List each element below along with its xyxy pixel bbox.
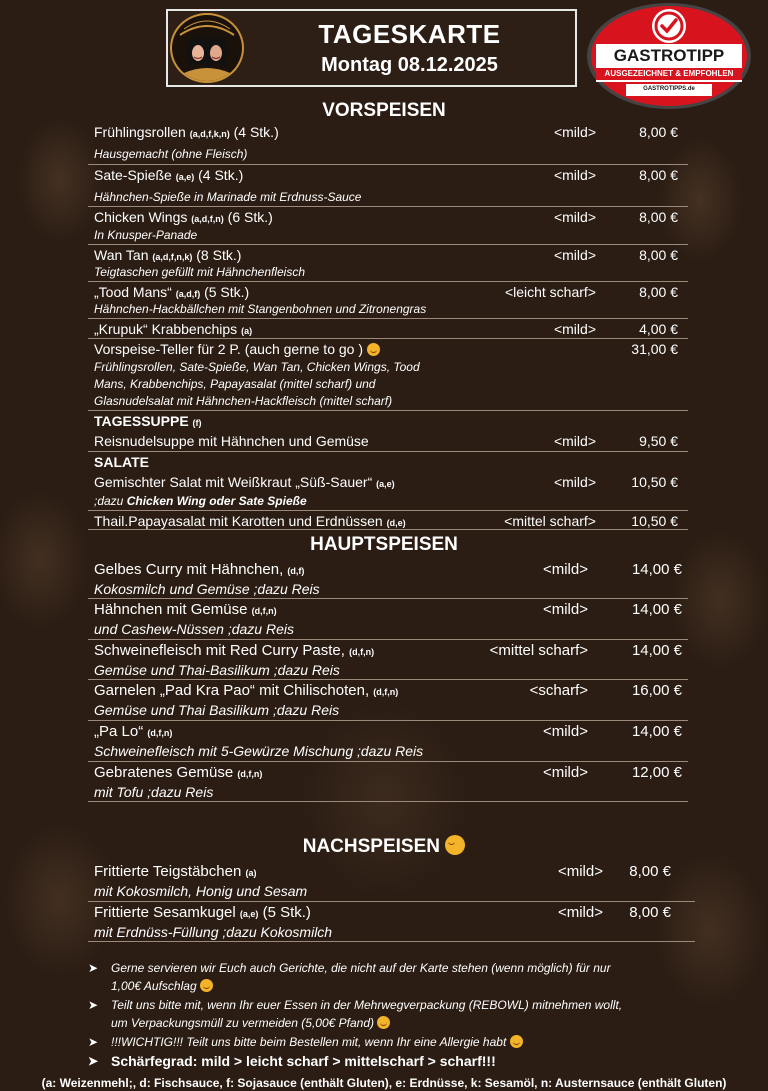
menu-item: Frittierte Sesamkugel (a,e) (5 Stk.) mit Erdnüss-Füllung ;dazu Kokosmilch <mild> 8,00 € <box>88 902 695 942</box>
menu-item: Gebratenes Gemüse (d,f,n) mit Tofu ;dazu Reis <mild> 12,00 € <box>88 762 688 802</box>
smile-emoji-icon <box>377 1016 390 1029</box>
item-description: Schweinefleisch mit 5-Gewürze Mischung ;dazu Reis <box>94 743 424 759</box>
item-price: 14,00 € <box>631 601 682 618</box>
allergen-codes: (d,f) <box>287 566 305 576</box>
allergen-codes: (d,f,n) <box>349 647 375 657</box>
section-nachspeisen: NACHSPEISEN <box>0 835 768 858</box>
allergen-codes: (a) <box>245 868 257 878</box>
section-salate: SALATE <box>94 454 149 470</box>
spice-level: <mittel scharf> <box>504 513 596 529</box>
menu-item: „Tood Mans“ (a,d,f) (5 Stk.) Hähnchen-Hackbällchen mit Stangenbohnen und Zitronengras <leicht scharf> 8,00 € <box>88 282 688 319</box>
item-description: Hausgemacht (ohne Fleisch) <box>94 147 248 161</box>
smile-emoji-icon <box>367 343 380 356</box>
allergen-codes: (a,e) <box>175 172 195 182</box>
item-description: Frühlingsrollen, Sate-Spieße, Wan Tan, Chicken Wings, Tood <box>94 360 420 374</box>
spice-level: <mild> <box>553 209 596 225</box>
item-description: Hähnchen-Spieße in Marinade mit Erdnuss-Sauce <box>94 190 362 204</box>
item-name: Reisnudelsuppe mit Hähnchen und Gemüse <box>94 433 369 449</box>
menu-item: „Pa Lo“ (d,f,n) Schweinefleisch mit 5-Gewürze Mischung ;dazu Reis <mild> 14,00 € <box>88 721 688 762</box>
allergen-codes: (d,f,n) <box>237 769 263 779</box>
item-price: 14,00 € <box>631 642 682 659</box>
allergen-codes: (a,d,f,n,k) <box>152 252 193 262</box>
item-price: 8,00 € <box>639 209 678 225</box>
item-description: mit Tofu ;dazu Reis <box>94 784 214 800</box>
spice-level: <mild> <box>557 863 603 880</box>
spice-level: <mittel scharf> <box>489 642 588 659</box>
item-price: 8,00 € <box>639 284 678 300</box>
item-price: 9,50 € <box>639 433 678 449</box>
arrow-bullet-icon: ➤ <box>88 998 99 1012</box>
allergen-codes: (d,f,n) <box>251 606 277 616</box>
allergen-codes: (d,e) <box>386 518 406 528</box>
spice-level: <scharf> <box>529 682 588 699</box>
menu-item-suppe <box>88 411 688 452</box>
item-description: Mans, Krabbenchips, Papayasalat (mittel scharf) und <box>94 377 376 391</box>
menu-title: TAGESKARTE <box>318 19 501 49</box>
item-description: Kokosmilch und Gemüse ;dazu Reis <box>94 581 320 597</box>
spice-level: <mild> <box>553 321 596 337</box>
item-price: 8,00 € <box>639 167 678 183</box>
spice-level: <mild> <box>553 247 596 263</box>
item-description: mit Erdnüss-Füllung ;dazu Kokosmilch <box>94 924 333 940</box>
item-price: 12,00 € <box>631 764 682 781</box>
allergen-codes: (a,e) <box>239 909 259 919</box>
item-description: In Knusper-Panade <box>94 228 198 242</box>
menu-date: Montag 08.12.2025 <box>321 54 498 76</box>
spice-level: <mild> <box>553 433 596 449</box>
menu-item: Frühlingsrollen (a,d,f,k,n) (4 Stk.) Hausgemacht (ohne Fleisch) <mild> 8,00 € <box>88 122 688 165</box>
arrow-bullet-icon: ➤ <box>88 1054 99 1068</box>
notes-list <box>88 959 728 1071</box>
allergen-codes: (a) <box>241 326 253 336</box>
note-item: ➤ !!!WICHTIG!!! Teilt uns bitte beim Bestellen mit, wenn Ihr eine Allergie habt <box>88 1033 728 1051</box>
menu-item: Hähnchen mit Gemüse (d,f,n) und Cashew-Nüssen ;dazu Reis <mild> 14,00 € <box>88 599 688 640</box>
section-hauptspeisen: HAUPTSPEISEN <box>310 534 458 555</box>
menu-item: Schweinefleisch mit Red Curry Paste, (d,f,n) Gemüse und Thai-Basilikum ;dazu Reis <mittel scharf> 14,00 € <box>88 640 688 680</box>
item-price: 14,00 € <box>631 723 682 740</box>
smile-emoji-icon <box>445 835 465 855</box>
menu-item: Frittierte Teigstäbchen (a) mit Kokosmilch, Honig und Sesam <mild> 8,00 € <box>88 861 695 902</box>
menu-item: Wan Tan (a,d,f,n,k) (8 Stk.) Teigtaschen gefüllt mit Hähnchenfleisch <mild> 8,00 € <box>88 245 688 282</box>
item-price: 4,00 € <box>639 321 678 337</box>
allergen-codes: (a,e) <box>376 479 395 489</box>
allergen-codes: (a,d,f,k,n) <box>189 129 230 139</box>
note-item: ➤ Teilt uns bitte mit, wenn Ihr euer Essen in der Mehrwegverpackung (REBOWL) mitnehmen wollt, um Verpackungsmüll zu vermeiden (5,00€ Pfand) <box>88 998 623 1030</box>
item-price: 8,00 € <box>639 124 678 140</box>
section-vorspeisen: VORSPEISEN <box>322 100 446 121</box>
allergen-codes: (d,f,n) <box>147 728 173 738</box>
item-description: Gemüse und Thai Basilikum ;dazu Reis <box>94 702 340 718</box>
item-price: 8,00 € <box>629 904 671 921</box>
allergen-codes: (a,d,f,n) <box>191 214 224 224</box>
badge-title: GASTROTIPP <box>613 46 725 65</box>
item-price: 14,00 € <box>631 561 682 578</box>
note-item: ➤ Gerne servieren wir Euch auch Gerichte, die nicht auf der Karte stehen (wenn möglich) für nur 1,00€ Aufschlag <box>88 961 611 993</box>
spice-level: <mild> <box>542 723 588 740</box>
item-price: 31,00 € <box>631 341 678 357</box>
spice-level: <mild> <box>557 904 603 921</box>
arrow-bullet-icon: ➤ <box>88 961 99 975</box>
item-description: und Cashew-Nüssen ;dazu Reis <box>94 621 294 637</box>
spice-level: <mild> <box>553 167 596 183</box>
allergen-codes: (d,f,n) <box>373 687 399 697</box>
item-price: 8,00 € <box>629 863 671 880</box>
menu-item-teller: Vorspeise-Teller für 2 P. (auch gerne to go ) Frühlingsrollen, Sate-Spieße, Wan Tan, Chicken Wings, Tood Mans, Krabbenchips, Papayasalat (mittel scharf) und Glasnudelsalat mit Hähnchen-Hackfleisch (mittel scharf) 31,00 € <box>88 339 688 411</box>
menu-item: „Krupuk“ Krabbenchips (a) <mild> 4,00 € <box>88 319 688 339</box>
note-item-spice-scale: ➤ Schärfegrad: mild > leicht scharf > mittelscharf > scharf!!! <box>88 1053 496 1069</box>
menu-item: Gelbes Curry mit Hähnchen, (d,f) Kokosmilch und Gemüse ;dazu Reis <mild> 14,00 € <box>88 559 688 599</box>
item-description: mit Kokosmilch, Honig und Sesam <box>94 883 308 899</box>
item-price: 8,00 € <box>639 247 678 263</box>
item-description: Glasnudelsalat mit Hähnchen-Hackfleisch (mittel scharf) <box>94 394 393 408</box>
smile-emoji-icon <box>510 1035 523 1048</box>
spice-level: <mild> <box>542 561 588 578</box>
allergen-codes: (a,d,f) <box>175 289 201 299</box>
smile-emoji-icon <box>200 979 213 992</box>
spice-level: <mild> <box>553 124 596 140</box>
restaurant-logo <box>170 13 244 83</box>
badge-subtitle: AUSGEZEICHNET & EMPFOHLEN <box>604 69 734 78</box>
item-description: Teigtaschen gefüllt mit Hähnchenfleisch <box>94 265 306 279</box>
section-tagessuppe: TAGESSUPPE (f) <box>94 413 202 429</box>
header-box <box>166 9 577 87</box>
spice-level: <mild> <box>542 601 588 618</box>
item-description: Hähnchen-Hackbällchen mit Stangenbohnen und Zitronengras <box>94 302 427 316</box>
menu-item: Sate-Spieße (a,e) (4 Stk.) Hähnchen-Spieße in Marinade mit Erdnuss-Sauce <mild> 8,00 € <box>88 165 688 207</box>
menu-item: Chicken Wings (a,d,f,n) (6 Stk.) In Knusper-Panade <mild> 8,00 € <box>88 207 688 245</box>
item-price: 10,50 € <box>631 474 678 490</box>
menu-item: Garnelen „Pad Kra Pao“ mit Chilischoten, (d,f,n) Gemüse und Thai Basilikum ;dazu Reis <scharf> 16,00 € <box>88 680 688 721</box>
allergen-footer: (a: Weizenmehl;, d: Fischsauce, f: Sojasauce (enthält Gluten), e: Erdnüsse, k: Sesamöl, n: Austernsauce (enthält Gluten) <box>41 1076 727 1090</box>
menu-item: Thail.Papayasalat mit Karotten und Erdnüssen (d,e) <mittel scharf> 10,50 € <box>88 511 688 530</box>
item-price: 16,00 € <box>631 682 682 699</box>
badge-url: GASTROTIPPS.de <box>643 86 695 92</box>
spice-level: <leicht scharf> <box>504 284 596 300</box>
item-description: ;dazu Chicken Wing oder Sate Spieße <box>94 494 307 508</box>
item-description: Gemüse und Thai-Basilikum ;dazu Reis <box>94 662 340 678</box>
spice-level: <mild> <box>553 474 596 490</box>
arrow-bullet-icon: ➤ <box>88 1035 99 1049</box>
item-price: 10,50 € <box>631 513 678 529</box>
gastrotipp-badge <box>586 2 752 110</box>
spice-level: <mild> <box>542 764 588 781</box>
menu-item-salat: SALATE Gemischter Salat mit Weißkraut „Süß-Sauer“ (a,e) ;dazu Chicken Wing oder Sate Spieße <mild> 10,50 € <box>88 452 688 511</box>
